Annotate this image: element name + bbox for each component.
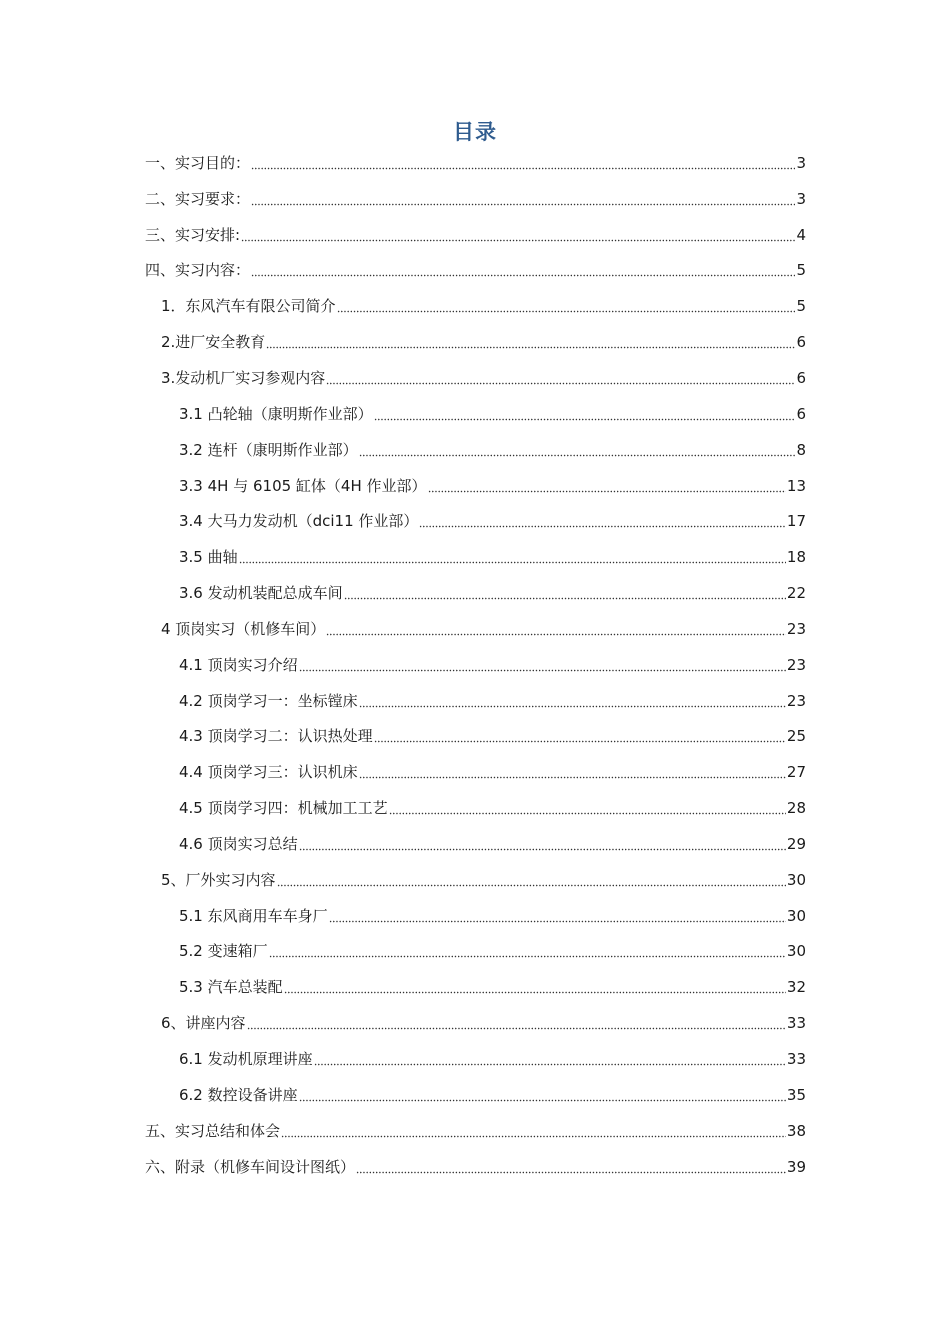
toc-entry[interactable] <box>145 1077 806 1113</box>
toc-entry[interactable] <box>145 288 806 324</box>
toc-entry-page-number: 5 <box>796 261 806 280</box>
toc-entry[interactable] <box>145 539 806 575</box>
toc-entry-text: 5.1 东风商用车车身厂 <box>179 906 328 925</box>
toc-entry-text: 4.2 顶岗学习一：坐标镗床 <box>179 691 358 710</box>
toc-entry[interactable] <box>145 396 806 432</box>
toc-entry-page-number: 4 <box>796 225 806 244</box>
toc-entry-page-number: 38 <box>786 1121 806 1140</box>
dot-leader <box>344 584 786 602</box>
dot-leader <box>359 441 796 459</box>
toc-entry-text: 3.3 4H 与 6105 缸体（4H 作业部） <box>179 476 427 495</box>
dot-leader <box>326 369 795 387</box>
dot-leader <box>269 942 786 960</box>
toc-entry-page-number: 33 <box>786 1014 806 1033</box>
toc-entry[interactable] <box>145 862 806 898</box>
toc-entry-page-number: 28 <box>786 799 806 818</box>
toc-entry[interactable] <box>145 647 806 683</box>
toc-entry-text: 3.2 连杆（康明斯作业部） <box>179 440 358 459</box>
toc-entry-page-number: 5 <box>796 297 806 316</box>
toc-entry-text: 三、实习安排: <box>145 225 241 244</box>
toc-entry-page-number: 35 <box>786 1085 806 1104</box>
toc-entry[interactable] <box>145 898 806 934</box>
toc-entry-text: 6.2 数控设备讲座 <box>179 1085 298 1104</box>
toc-entry-page-number: 6 <box>796 333 806 352</box>
toc-entry[interactable] <box>145 826 806 862</box>
toc-entry-text: 5.3 汽车总装配 <box>179 978 283 997</box>
toc-entry-text: 4.4 顶岗学习三：认识机床 <box>179 763 358 782</box>
toc-entry-page-number: 25 <box>786 727 806 746</box>
toc-entry-text: 六、附录（机修车间设计图纸） <box>145 1157 356 1176</box>
toc-entry-text: 4 顶岗实习（机修车间） <box>161 619 326 638</box>
toc-entry[interactable] <box>145 934 806 970</box>
dot-leader <box>266 333 795 351</box>
toc-entry-page-number: 3 <box>796 189 806 208</box>
dot-leader <box>299 656 786 674</box>
toc-entry[interactable] <box>145 217 806 253</box>
toc-title: 目录 <box>453 120 497 144</box>
toc-entry-text: 四、实习内容： <box>145 261 251 280</box>
dot-leader <box>299 835 786 853</box>
toc-entry-page-number: 30 <box>786 942 806 961</box>
dot-leader <box>251 154 795 172</box>
toc-entry-page-number: 6 <box>796 368 806 387</box>
toc-entry-page-number: 8 <box>796 440 806 459</box>
dot-leader <box>326 620 786 638</box>
toc-entry-text: 5、厂外实习内容 <box>161 870 276 889</box>
dot-leader <box>241 226 795 244</box>
dot-leader <box>299 1086 786 1104</box>
dot-leader <box>284 978 786 996</box>
dot-leader <box>374 405 796 423</box>
toc-entry-text: 3.1 凸轮轴（康明斯作业部） <box>179 404 373 423</box>
dot-leader <box>419 512 785 530</box>
toc-entry-page-number: 32 <box>786 978 806 997</box>
toc-entry-text: 4.1 顶岗实习介绍 <box>179 655 298 674</box>
toc-entry-text: 五、实习总结和体会 <box>145 1121 281 1140</box>
toc-entry-text: 3.4 大马力发动机（dci11 作业部） <box>179 512 419 531</box>
toc-entry[interactable] <box>145 719 806 755</box>
toc-entry-page-number: 33 <box>786 1050 806 1069</box>
toc-entry[interactable] <box>145 360 806 396</box>
dot-leader <box>239 548 786 566</box>
dot-leader <box>374 727 786 745</box>
toc-entry[interactable] <box>145 468 806 504</box>
toc-entry-text: 6、讲座内容 <box>161 1014 246 1033</box>
dot-leader <box>359 692 786 710</box>
toc-entry-text: 4.6 顶岗实习总结 <box>179 834 298 853</box>
toc-entry-page-number: 23 <box>786 691 806 710</box>
toc-entry[interactable] <box>145 324 806 360</box>
toc-entry-text: 一、实习目的： <box>145 153 251 172</box>
toc-entry-page-number: 30 <box>786 870 806 889</box>
toc-entry[interactable] <box>145 503 806 539</box>
table-of-contents <box>145 145 806 1184</box>
toc-entry-text: 3.5 曲轴 <box>179 548 238 567</box>
dot-leader <box>277 871 786 889</box>
toc-entry-page-number: 18 <box>786 548 806 567</box>
toc-entry-text: 4.5 顶岗学习四：机械加工工艺 <box>179 799 388 818</box>
dot-leader <box>356 1158 786 1176</box>
dot-leader <box>281 1122 786 1140</box>
toc-entry[interactable] <box>145 790 806 826</box>
toc-entry-text: 3.发动机厂实习参观内容 <box>161 368 326 387</box>
dot-leader <box>247 1014 786 1032</box>
dot-leader <box>428 477 786 495</box>
toc-entry-text: 1．东风汽车有限公司简介 <box>161 297 336 316</box>
toc-entry[interactable] <box>145 432 806 468</box>
toc-entry-page-number: 17 <box>786 512 806 531</box>
toc-entry[interactable] <box>145 683 806 719</box>
dot-leader <box>251 261 795 279</box>
toc-entry[interactable] <box>145 181 806 217</box>
dot-leader <box>329 907 786 925</box>
toc-entry-page-number: 23 <box>786 655 806 674</box>
toc-entry[interactable] <box>145 611 806 647</box>
toc-entry-page-number: 23 <box>786 619 806 638</box>
toc-entry-text: 二、实习要求： <box>145 189 251 208</box>
toc-entry[interactable] <box>145 1113 806 1149</box>
toc-entry-page-number: 6 <box>796 404 806 423</box>
toc-entry[interactable] <box>145 754 806 790</box>
toc-entry[interactable] <box>145 969 806 1005</box>
toc-entry-page-number: 22 <box>786 584 806 603</box>
toc-entry[interactable] <box>145 1149 806 1185</box>
toc-entry-text: 4.3 顶岗学习二：认识热处理 <box>179 727 373 746</box>
toc-entry-text: 3.6 发动机装配总成车间 <box>179 584 343 603</box>
dot-leader <box>314 1050 786 1068</box>
toc-entry[interactable] <box>145 1041 806 1077</box>
toc-entry[interactable] <box>145 253 806 289</box>
toc-entry-page-number: 29 <box>786 834 806 853</box>
toc-entry-page-number: 3 <box>796 153 806 172</box>
toc-entry[interactable] <box>145 575 806 611</box>
toc-entry-text: 5.2 变速箱厂 <box>179 942 268 961</box>
toc-entry-page-number: 27 <box>786 763 806 782</box>
toc-entry-page-number: 39 <box>786 1157 806 1176</box>
toc-entry-page-number: 30 <box>786 906 806 925</box>
toc-entry-text: 2.进厂安全教育 <box>161 333 266 352</box>
toc-entry-page-number: 13 <box>786 476 806 495</box>
dot-leader <box>389 799 786 817</box>
toc-entry[interactable] <box>145 145 806 181</box>
toc-entry-text: 6.1 发动机原理讲座 <box>179 1050 313 1069</box>
dot-leader <box>337 297 796 315</box>
toc-entry[interactable] <box>145 1005 806 1041</box>
dot-leader <box>251 190 795 208</box>
dot-leader <box>359 763 786 781</box>
